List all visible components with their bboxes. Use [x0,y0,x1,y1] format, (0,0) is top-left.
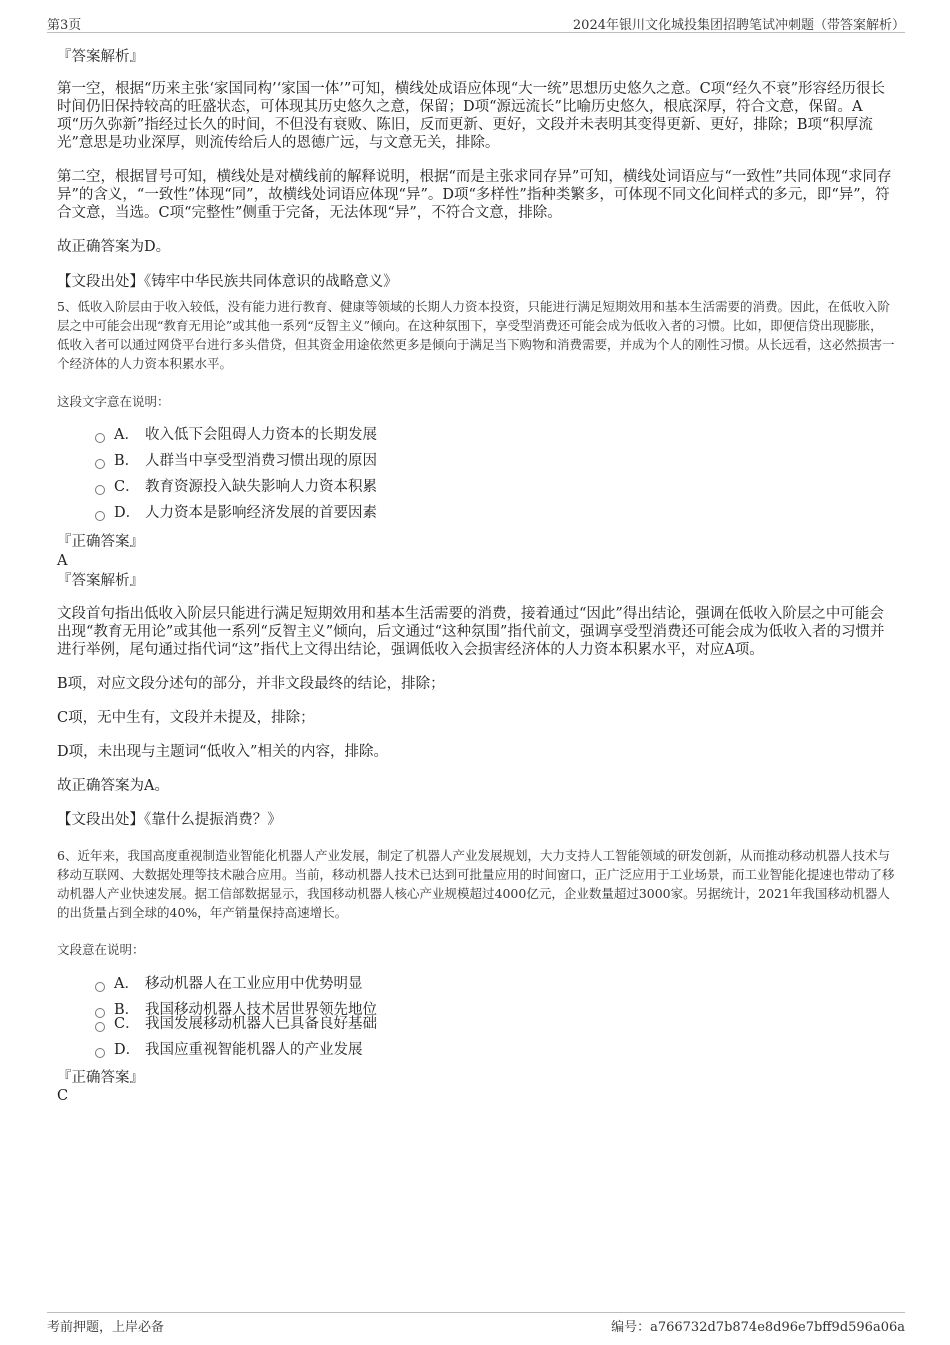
option-letter: D． [114,1042,141,1058]
q5-option-c[interactable] [95,478,377,496]
q4-analysis-paragraph-2: 第二空，根据冒号可知，横线处是对横线前的解释说明，根据“而是主张求同存异”可知，横线处词语应与“一致性”共同体现“求同存异”的含义，“一致性”体现“同”，故横线处词语应体现“异”。D项“多样性”指种类繁多，可体现不同文化间样式的多元，即“异”，符合文意，当选。C项“完整性”侧重于完备，无法体现“异”，不符合文意，排除。 [57,169,892,221]
q5-answer-label: 『正确答案』 [57,534,144,550]
radio-icon[interactable] [95,1048,105,1058]
option-text: 人力资本是影响经济发展的首要因素 [145,505,377,521]
q5-analysis-paragraph-2: B项，对应文段分述句的部分，并非文段最终的结论，排除； [57,676,445,692]
option-text: 我国应重视智能机器人的产业发展 [145,1042,363,1058]
q5-prompt: 这段文字意在说明： [57,394,170,409]
q6-option-d[interactable] [95,1041,363,1059]
q6-answer-label: 『正确答案』 [57,1070,144,1086]
q5-source: 【文段出处】《靠什么提振消费？》 [57,812,282,828]
q5-analysis-paragraph-1: 文段首句指出低收入阶层只能进行满足短期效用和基本生活需要的消费，接着通过“因此”得出结论，强调在低收入阶层之中可能会出现“教育无用论”或其他一系列“反智主义”倾向，后文通过“这种氛围”指代前文，强调享受型消费还可能会成为低收入者的习惯并进行举例，尾句通过指代词“这”指代上文得出结论，强调低收入会损害经济体的人力资本积累水平，对应A项。 [57,606,885,658]
option-letter: B． [114,453,140,469]
q5-analysis-paragraph-4: D项，未出现与主题词“低收入”相关的内容，排除。 [57,744,388,760]
q4-analysis-label: 『答案解析』 [57,49,144,65]
q5-analysis-label: 『答案解析』 [57,573,144,589]
q5-option-b[interactable] [95,452,377,470]
option-letter: D． [114,505,141,521]
q6-answer: C [57,1088,69,1104]
q6-option-c[interactable] [95,1015,377,1033]
radio-icon[interactable] [95,485,105,495]
q5-conclusion: 故正确答案为A。 [57,778,169,794]
q4-conclusion: 故正确答案为D。 [57,239,171,255]
option-letter: C． [114,479,140,495]
q4-analysis-paragraph-1: 第一空，根据“历来主张‘家国同构’‘家国一体’”可知，横线处成语应体现“大一统”思想历史悠久之意。C项“经久不衰”形容经历很长时间仍旧保持较高的旺盛状态，可体现其历史悠久之意，保留；D项“源远流长”比喻历史悠久，根底深厚，符合文意，保留。A项“历久弥新”指经过长久的时间，不但没有衰败、陈旧，反而更新、更好，文段并未表明其变得更新、更好，排除；B项“积厚流光”意思是功业深厚，则流传给后人的恩德广远，与文意无关，排除。 [57,81,886,151]
q4-source: 【文段出处】《铸牢中华民族共同体意识的战略意义》 [57,274,398,290]
option-text: 人群当中享受型消费习惯出现的原因 [145,453,377,469]
radio-icon[interactable] [95,433,105,443]
option-letter: C． [114,1016,140,1032]
option-text: 我国移动机器人技术居世界领先地位 [145,1002,377,1018]
footer-slogan: 考前押题，上岸必备 [47,1320,165,1335]
q5-analysis-paragraph-3: C项，无中生有，文段并未提及，排除； [57,710,315,726]
q6-option-a[interactable] [95,975,363,993]
option-letter: A． [114,427,139,443]
q5-answer: A [57,553,68,569]
option-text: 收入低下会阻碍人力资本的长期发展 [145,427,377,443]
radio-icon[interactable] [95,459,105,469]
radio-icon[interactable] [95,1022,105,1032]
q5-option-d[interactable] [95,504,377,522]
option-text: 我国发展移动机器人已具备良好基础 [145,1016,377,1032]
option-letter: A． [114,976,139,992]
document-id: 编号：a766732d7b874e8d96e7bff9d596a06a [611,1320,905,1335]
radio-icon[interactable] [95,511,105,521]
option-text: 教育资源投入缺失影响人力资本积累 [145,479,377,495]
document-title: 2024年银川文化城投集团招聘笔试冲刺题（带答案解析） [572,18,905,33]
page-number: 第3页 [47,18,82,33]
q5-option-a[interactable] [95,426,377,444]
page-header [47,12,905,33]
q5-stem: 5、低收入阶层由于收入较低，没有能力进行教育、健康等领域的长期人力资本投资，只能进行满足短期效用和基本生活需要的消费。因此，在低收入阶层之中可能会出现“教育无用论”或其他一系列“反智主义”倾向。在这种氛围下，享受型消费还可能会成为低收入者的习惯。比如，即便信贷出现膨胀，低收入者可以通过网贷平台进行多头借贷，但其资金用途依然更多是倾向于满足当下购物和消费需要，并成为个人的刚性习惯。从长远看，这必然损害一个经济体的人力资本积累水平。 [57,299,895,371]
q6-stem: 6、近年来，我国高度重视制造业智能化机器人产业发展，制定了机器人产业发展规划，大力支持人工智能领域的研发创新，从而推动移动机器人技术与移动互联网、大数据处理等技术融合应用。当前，移动机器人技术已达到可批量应用的时间窗口，正广泛应用于工业场景，而工业智能化提速也带动了移动机器人产业快速发展。据工信部数据显示，我国移动机器人核心产业规模超过4000亿元，企业数量超过3000家。另据统计，2021年我国移动机器人的出货量占到全球的40%，年产销量保持高速增长。 [57,848,895,920]
option-text: 移动机器人在工业应用中优势明显 [145,976,363,992]
page-footer [47,1312,905,1333]
option-letter: B． [114,1002,140,1018]
q6-prompt: 文段意在说明： [57,942,145,957]
radio-icon[interactable] [95,982,105,992]
